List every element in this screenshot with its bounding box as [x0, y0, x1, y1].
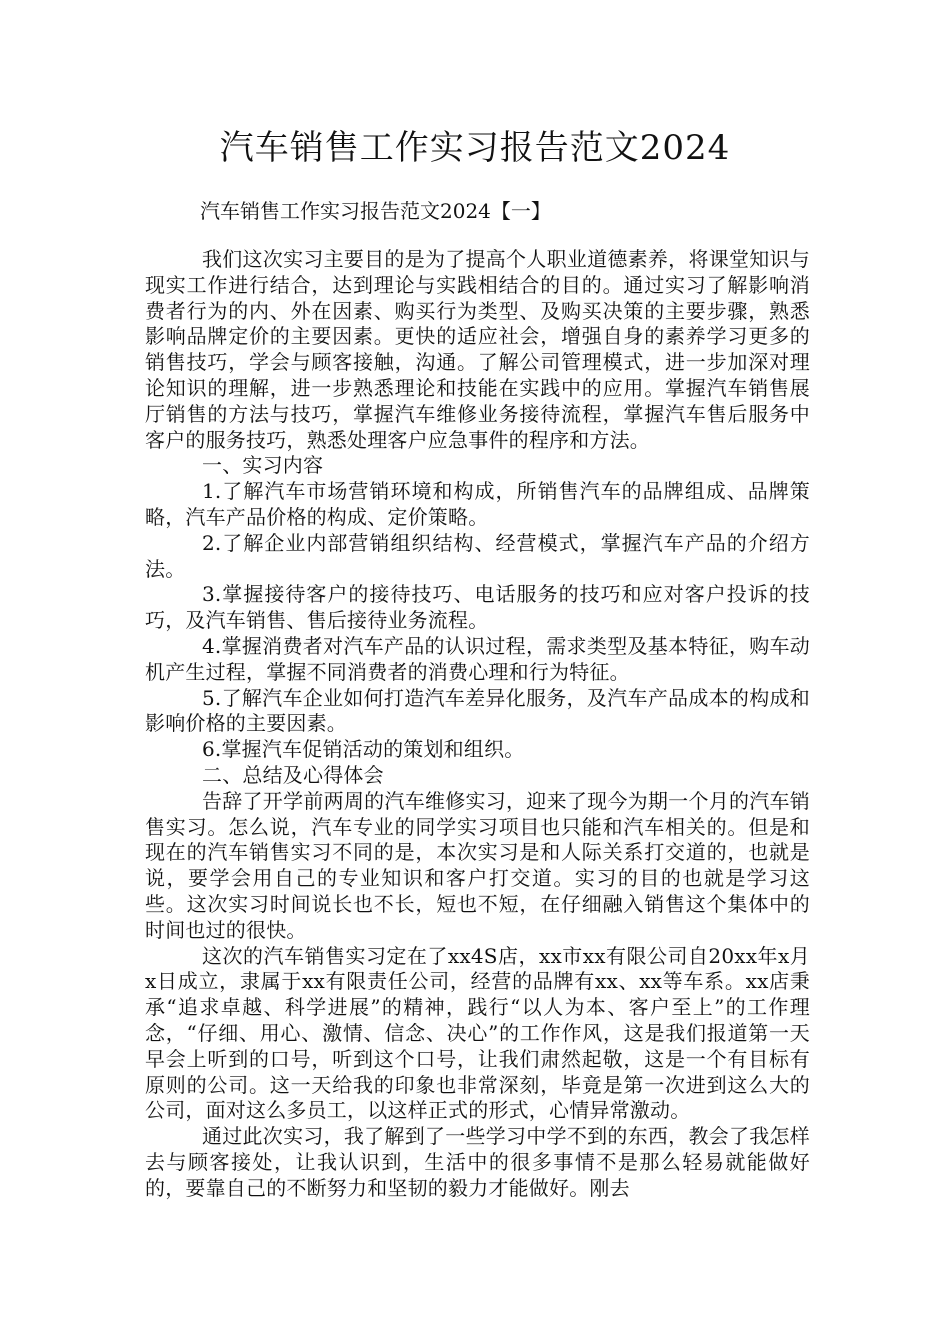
list-item: 4.掌握消费者对汽车产品的认识过程，需求类型及基本特征，购车动机产生过程，掌握不同消费者的消费心理和行为特征。 — [145, 633, 810, 684]
paragraph: 这次的汽车销售实习定在了xx4S店，xx市xx有限公司自20xx年x月x日成立，隶属于xx有限责任公司，经营的品牌有xx、xx等车系。xx店秉承“追求卓越、科学进展”的精神，践行“以人为本、客户至上”的工作理念，“仔细、用心、激情、信念、决心”的工作作风，这是我们报道第一天早会上听到的口号，听到这个口号，让我们肃然起敬，这是一个有目标有原则的公司。这一天给我的印象也非常深刻，毕竟是第一次进到这么大的公司，面对这么多员工，以这样正式的形式，心情异常激动。 — [145, 943, 810, 1123]
list-item: 6.掌握汽车促销活动的策划和组织。 — [202, 737, 525, 762]
document-body — [145, 247, 810, 1201]
list-item: 5.了解汽车企业如何打造汽车差异化服务，及汽车产品成本的构成和影响价格的主要因素。 — [145, 685, 810, 736]
list-item: 1.了解汽车市场营销环境和构成，所销售汽车的品牌组成、品牌策略，汽车产品价格的构成、定价策略。 — [145, 479, 810, 529]
document-title: 汽车销售工作实习报告范文2024 — [219, 128, 731, 168]
list-item: 2.了解企业内部营销组织结构、经营模式，掌握汽车产品的介绍方法。 — [145, 530, 810, 581]
paragraph: 我们这次实习主要目的是为了提高个人职业道德素养，将课堂知识与现实工作进行结合，达到理论与实践相结合的目的。通过实习了解影响消费者行为的内、外在因素、购买行为类型、及购买决策的主要步骤，熟悉影响品牌定价的主要因素。更快的适应社会，增强自身的素养学习更多的销售技巧，学会与顾客接触，沟通。了解公司管理模式，进一步加深对理论知识的理解，进一步熟悉理论和技能在实践中的应用。掌握汽车销售展厅销售的方法与技巧，掌握汽车维修业务接待流程，掌握汽车售后服务中客户的服务技巧，熟悉处理客户应急事件的程序和方法。 — [145, 247, 810, 452]
section-title: 一、实习内容 — [202, 453, 324, 478]
section-heading: 汽车销售工作实习报告范文2024【一】 — [200, 199, 551, 223]
section-title: 二、总结及心得体会 — [202, 762, 384, 787]
paragraph: 告辞了开学前两周的汽车维修实习，迎来了现今为期一个月的汽车销售实习。怎么说，汽车专业的同学实习项目也只能和汽车相关的。但是和现在的汽车销售实习不同的是，本次实习是和人际关系打交道的，也就是说，要学会用自己的专业知识和客户打交道。实习的目的也就是学习这些。这次实习时间说长也不长，短也不短，在仔细融入销售这个集体中的时间也过的很快。 — [145, 788, 810, 942]
list-item: 3.掌握接待客户的接待技巧、电话服务的技巧和应对客户投诉的技巧，及汽车销售、售后接待业务流程。 — [145, 582, 810, 633]
paragraph: 通过此次实习，我了解到了一些学习中学不到的东西，教会了我怎样去与顾客接处，让我认识到，生活中的很多事情不是那么轻易就能做好的，要靠自己的不断努力和坚韧的毅力才能做好。刚去 — [145, 1124, 810, 1200]
